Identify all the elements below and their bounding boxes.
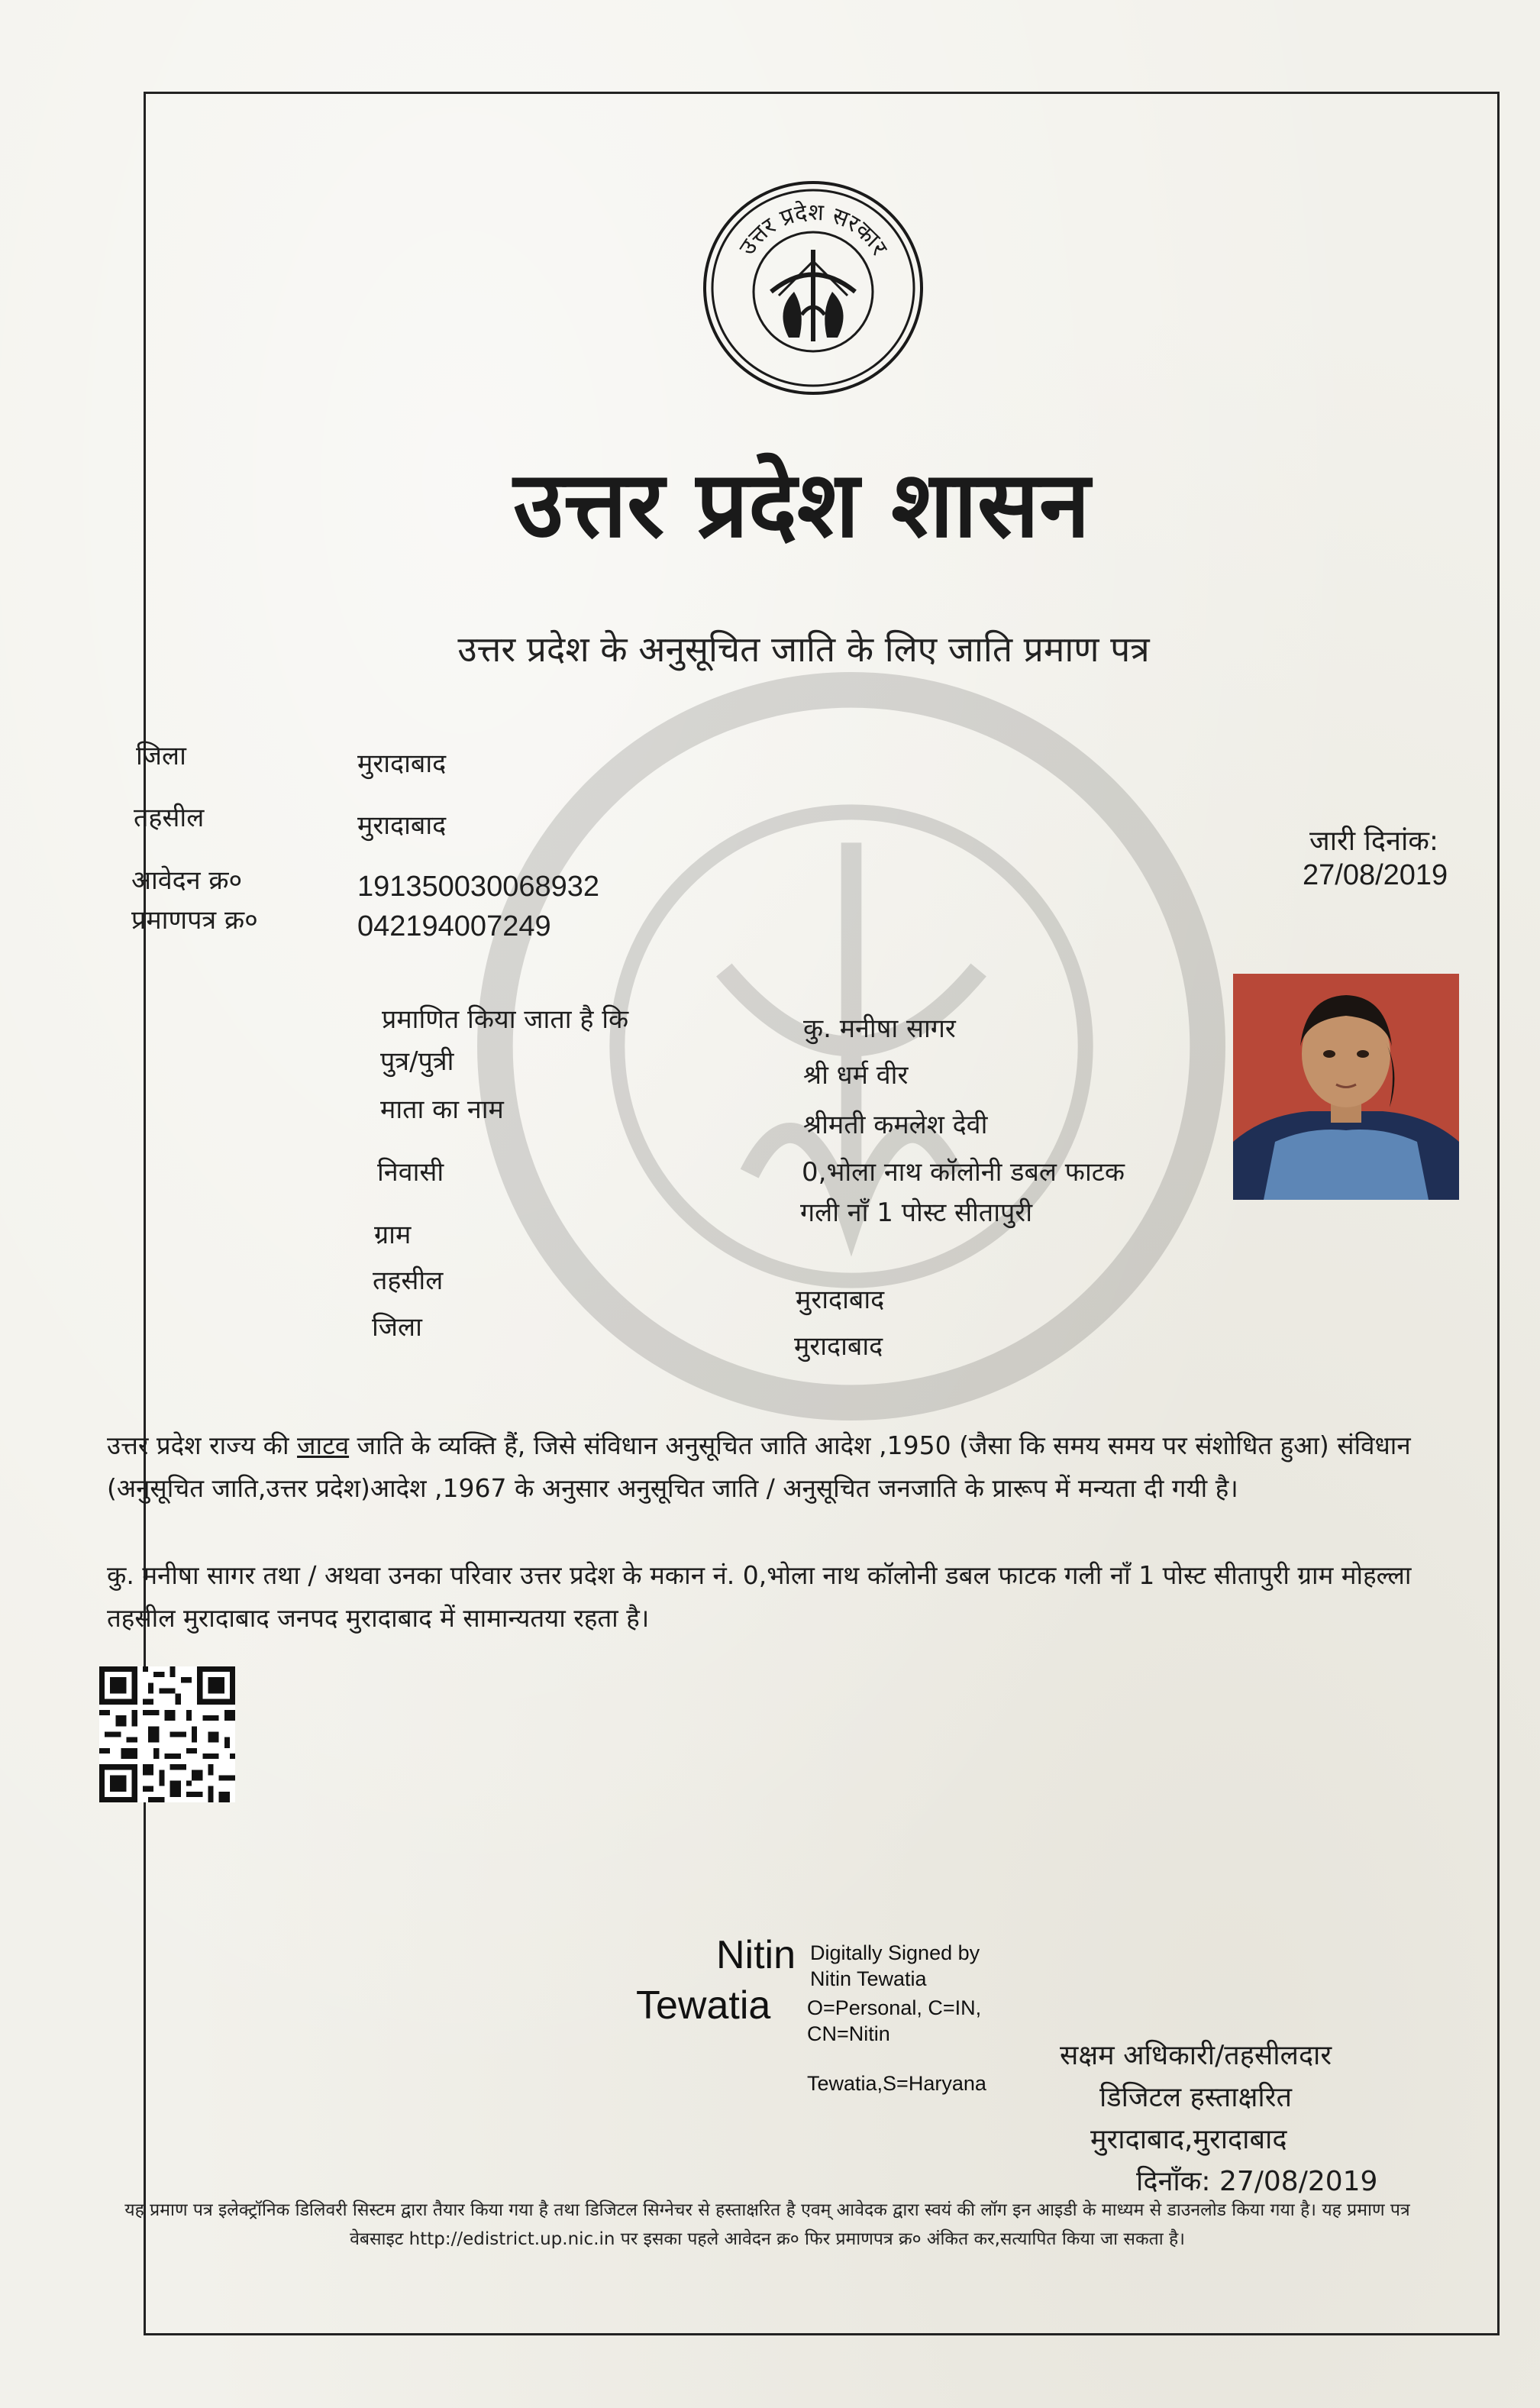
mother-name-label: माता का नाम (380, 1094, 504, 1125)
caste-declaration-rest: जाति के व्यक्ति हैं, जिसे संविधान अनुसूचित जाति आदेश ,1950 (जैसा कि समय समय पर संशोधित हुआ) संविधान (अनुसूचित जाति,उत्तर प्रदेश)आदेश ,1967 के अनुसार अनुसूचित जाति / अनुसूचित जनजाति के प्रारूप में मन्यता दी गयी है। (107, 1430, 1411, 1503)
signature-detail-line4: CN=Nitin (807, 2022, 890, 2045)
district-label: जिला (136, 741, 186, 771)
signer-name-line1: Nitin (716, 1933, 796, 1977)
authority-digitally-signed: डिजिटल हस्ताक्षरित (1099, 2082, 1292, 2113)
authority-location: मुरादाबाद,मुरादाबाद (1090, 2124, 1287, 2155)
father-name-value: श्री धर्म वीर (803, 1060, 909, 1091)
issue-date-label: जारी दिनांक: (1309, 826, 1439, 857)
village-label: ग्राम (374, 1220, 412, 1250)
child-of-label: पुत्र/पुत्री (380, 1046, 454, 1077)
issue-date-value: 27/08/2019 (1303, 859, 1448, 891)
up-government-emblem (699, 177, 928, 399)
resident-address-line1: 0,भोला नाथ कॉलोनी डबल फाटक (802, 1157, 1125, 1188)
signature-detail-line5: Tewatia,S=Haryana (807, 2072, 986, 2095)
certificate-number-value: 042194007249 (357, 910, 551, 942)
district-value: मुरादाबाद (357, 748, 447, 779)
residence-paragraph: कु. मनीषा सागर तथा / अथवा उनका परिवार उत्तर प्रदेश के मकान नं. 0,भोला नाथ कॉलोनी डबल फाटक गली नॉं 1 पोस्ट सीतापुरी ग्राम मोहल्ला तहसील मुरादाबाद जनपद मुरादाबाद में सामान्यतया रहता है। (107, 1560, 1412, 1633)
certified-label: प्रमाणित किया जाता है कि (382, 1004, 629, 1035)
applicant-photo (1233, 974, 1459, 1200)
application-number-label: आवेदन क्र० (131, 865, 243, 896)
authority-designation: सक्षम अधिकारी/तहसीलदार (1060, 2040, 1332, 2071)
details-tehsil-label: तहसील (373, 1265, 444, 1296)
resident-address-line2: गली नॉं 1 पोस्ट सीतापुरी (800, 1198, 1033, 1228)
qr-code (99, 1666, 235, 1802)
caste-declaration-paragraph (107, 1424, 1451, 1510)
details-tehsil-value: मुरादाबाद (796, 1285, 885, 1315)
authority-date: दिनॉंक: 27/08/2019 (1136, 2166, 1378, 2197)
caste-declaration-start: उत्तर प्रदेश राज्य की (107, 1430, 298, 1460)
certificate-subtitle: उत्तर प्रदेश के अनुसूचित जाति के लिए जाति प्रमाण पत्र (457, 629, 1150, 670)
mother-name-value: श्रीमती कमलेश देवी (803, 1110, 988, 1140)
signature-detail-line2: Nitin Tewatia (810, 1967, 927, 1990)
tehsil-label: तहसील (134, 803, 205, 833)
resident-label: निवासी (377, 1157, 444, 1188)
signer-name-line2: Tewatia (636, 1983, 771, 2028)
certified-name-value: कु. मनीषा सागर (803, 1013, 956, 1044)
page-title: उत्तर प्रदेश शासन (513, 452, 1090, 558)
details-district-value: मुरादाबाद (794, 1331, 883, 1362)
footer-verification-note: यह प्रमाण पत्र इलेक्ट्रॉनिक डिलिवरी सिस्टम द्वारा तैयार किया गया है तथा डिजिटल सिग्नेचर से हस्ताक्षरित है एवम् आवेदक द्वारा स्वयं की लॉग इन आइडी के माध्यम से डाउनलोड किया गया है। यह प्रमाण पत्र वेबसाइट http://edistrict.up.nic.in पर इसका पहले आवेदन क्र० फिर प्रमाणपत्र क्र० अंकित कर,सत्यापित किया जा सकता है। (124, 2200, 1410, 2249)
signature-detail-line3: O=Personal, C=IN, (807, 1996, 982, 2019)
tehsil-value: मुरादाबाद (357, 810, 447, 841)
signature-detail-line1: Digitally Signed by (810, 1941, 980, 1964)
application-number-value: 191350030068932 (357, 871, 600, 903)
certificate-number-label: प्रमाणपत्र क्र० (131, 905, 258, 936)
caste-name: जाटव (297, 1430, 350, 1460)
emblem-text: उत्तर प्रदेश सरकार (734, 199, 893, 260)
details-district-label: जिला (372, 1312, 422, 1343)
